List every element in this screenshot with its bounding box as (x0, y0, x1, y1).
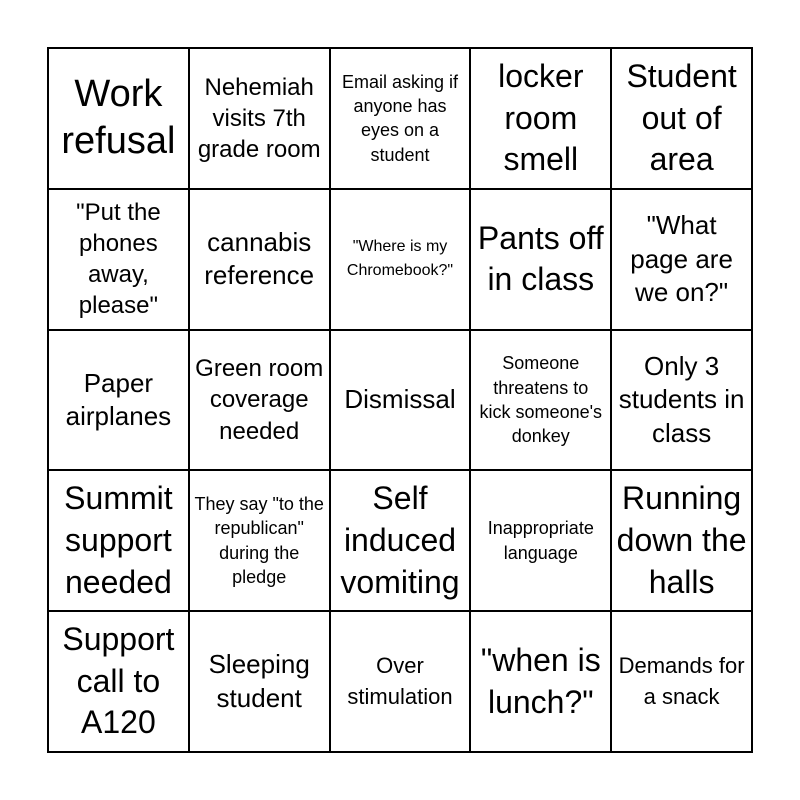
bingo-cell-r4c5[interactable] (611, 470, 752, 611)
bingo-cell-r1c5[interactable] (611, 48, 752, 189)
bingo-cell-r1c4[interactable] (470, 48, 611, 189)
cell-text: Dismissal (344, 384, 456, 415)
cell-text: Over stimulation (347, 653, 453, 709)
bingo-cell-r4c3[interactable] (330, 470, 471, 611)
cell-text: Green room coverage needed (195, 355, 324, 445)
bingo-cell-r4c4[interactable] (470, 470, 611, 611)
bingo-cell-r2c3[interactable] (330, 189, 471, 330)
bingo-cell-r2c4[interactable] (470, 189, 611, 330)
cell-text: Work refusal (61, 72, 176, 163)
bingo-cell-r5c3[interactable] (330, 611, 471, 752)
bingo-cell-r3c4[interactable] (470, 330, 611, 471)
bingo-cell-r5c1[interactable] (48, 611, 189, 752)
cell-text: "Where is my Chromebook?" (346, 238, 454, 280)
bingo-cell-r2c1[interactable] (48, 189, 189, 330)
bingo-cell-r2c2[interactable] (189, 189, 330, 330)
cell-text: Nehemiah visits 7th grade room (197, 73, 321, 163)
cell-text: locker room smell (498, 58, 584, 178)
bingo-cell-r3c5[interactable] (611, 330, 752, 471)
cell-text: Summit support needed (64, 480, 173, 600)
cell-text: "What page are we on?" (630, 210, 733, 307)
cell-text: Demands for a snack (618, 653, 745, 709)
cell-text: Support call to A120 (62, 621, 175, 741)
cell-text: Running down the halls (616, 480, 747, 600)
bingo-cell-r3c1[interactable] (48, 330, 189, 471)
bingo-cell-r1c3[interactable] (330, 48, 471, 189)
cell-text: "Put the phones away, please" (76, 198, 161, 320)
bingo-cell-r1c2[interactable] (189, 48, 330, 189)
bingo-cell-r5c4[interactable] (470, 611, 611, 752)
bingo-cell-r1c1[interactable] (48, 48, 189, 189)
cell-text: Email asking if anyone has eyes on a student (341, 71, 459, 165)
bingo-cell-r5c5[interactable] (611, 611, 752, 752)
bingo-cell-r4c1[interactable] (48, 470, 189, 611)
bingo-cell-r4c2[interactable] (189, 470, 330, 611)
bingo-cell-r3c3[interactable] (330, 330, 471, 471)
bingo-cell-r3c2[interactable] (189, 330, 330, 471)
bingo-cell-r5c2[interactable] (189, 611, 330, 752)
cell-text: Sleeping student (208, 649, 310, 713)
cell-text: Self induced vomiting (340, 480, 460, 600)
cell-text: Pants off in class (477, 219, 604, 298)
cell-text: They say "to the republican" during the pledge (194, 494, 324, 588)
cell-text: "when is lunch?" (480, 642, 601, 720)
cell-text: Someone threatens to kick someone's donkey (479, 353, 603, 447)
bingo-board (47, 47, 753, 753)
cell-text: cannabis reference (204, 226, 315, 291)
cell-text: Student out of area (626, 58, 737, 178)
cell-text: Paper airplanes (65, 367, 172, 431)
cell-text: Inappropriate language (487, 518, 594, 563)
bingo-cell-r2c5[interactable] (611, 189, 752, 330)
cell-text: Only 3 students in class (618, 351, 745, 448)
